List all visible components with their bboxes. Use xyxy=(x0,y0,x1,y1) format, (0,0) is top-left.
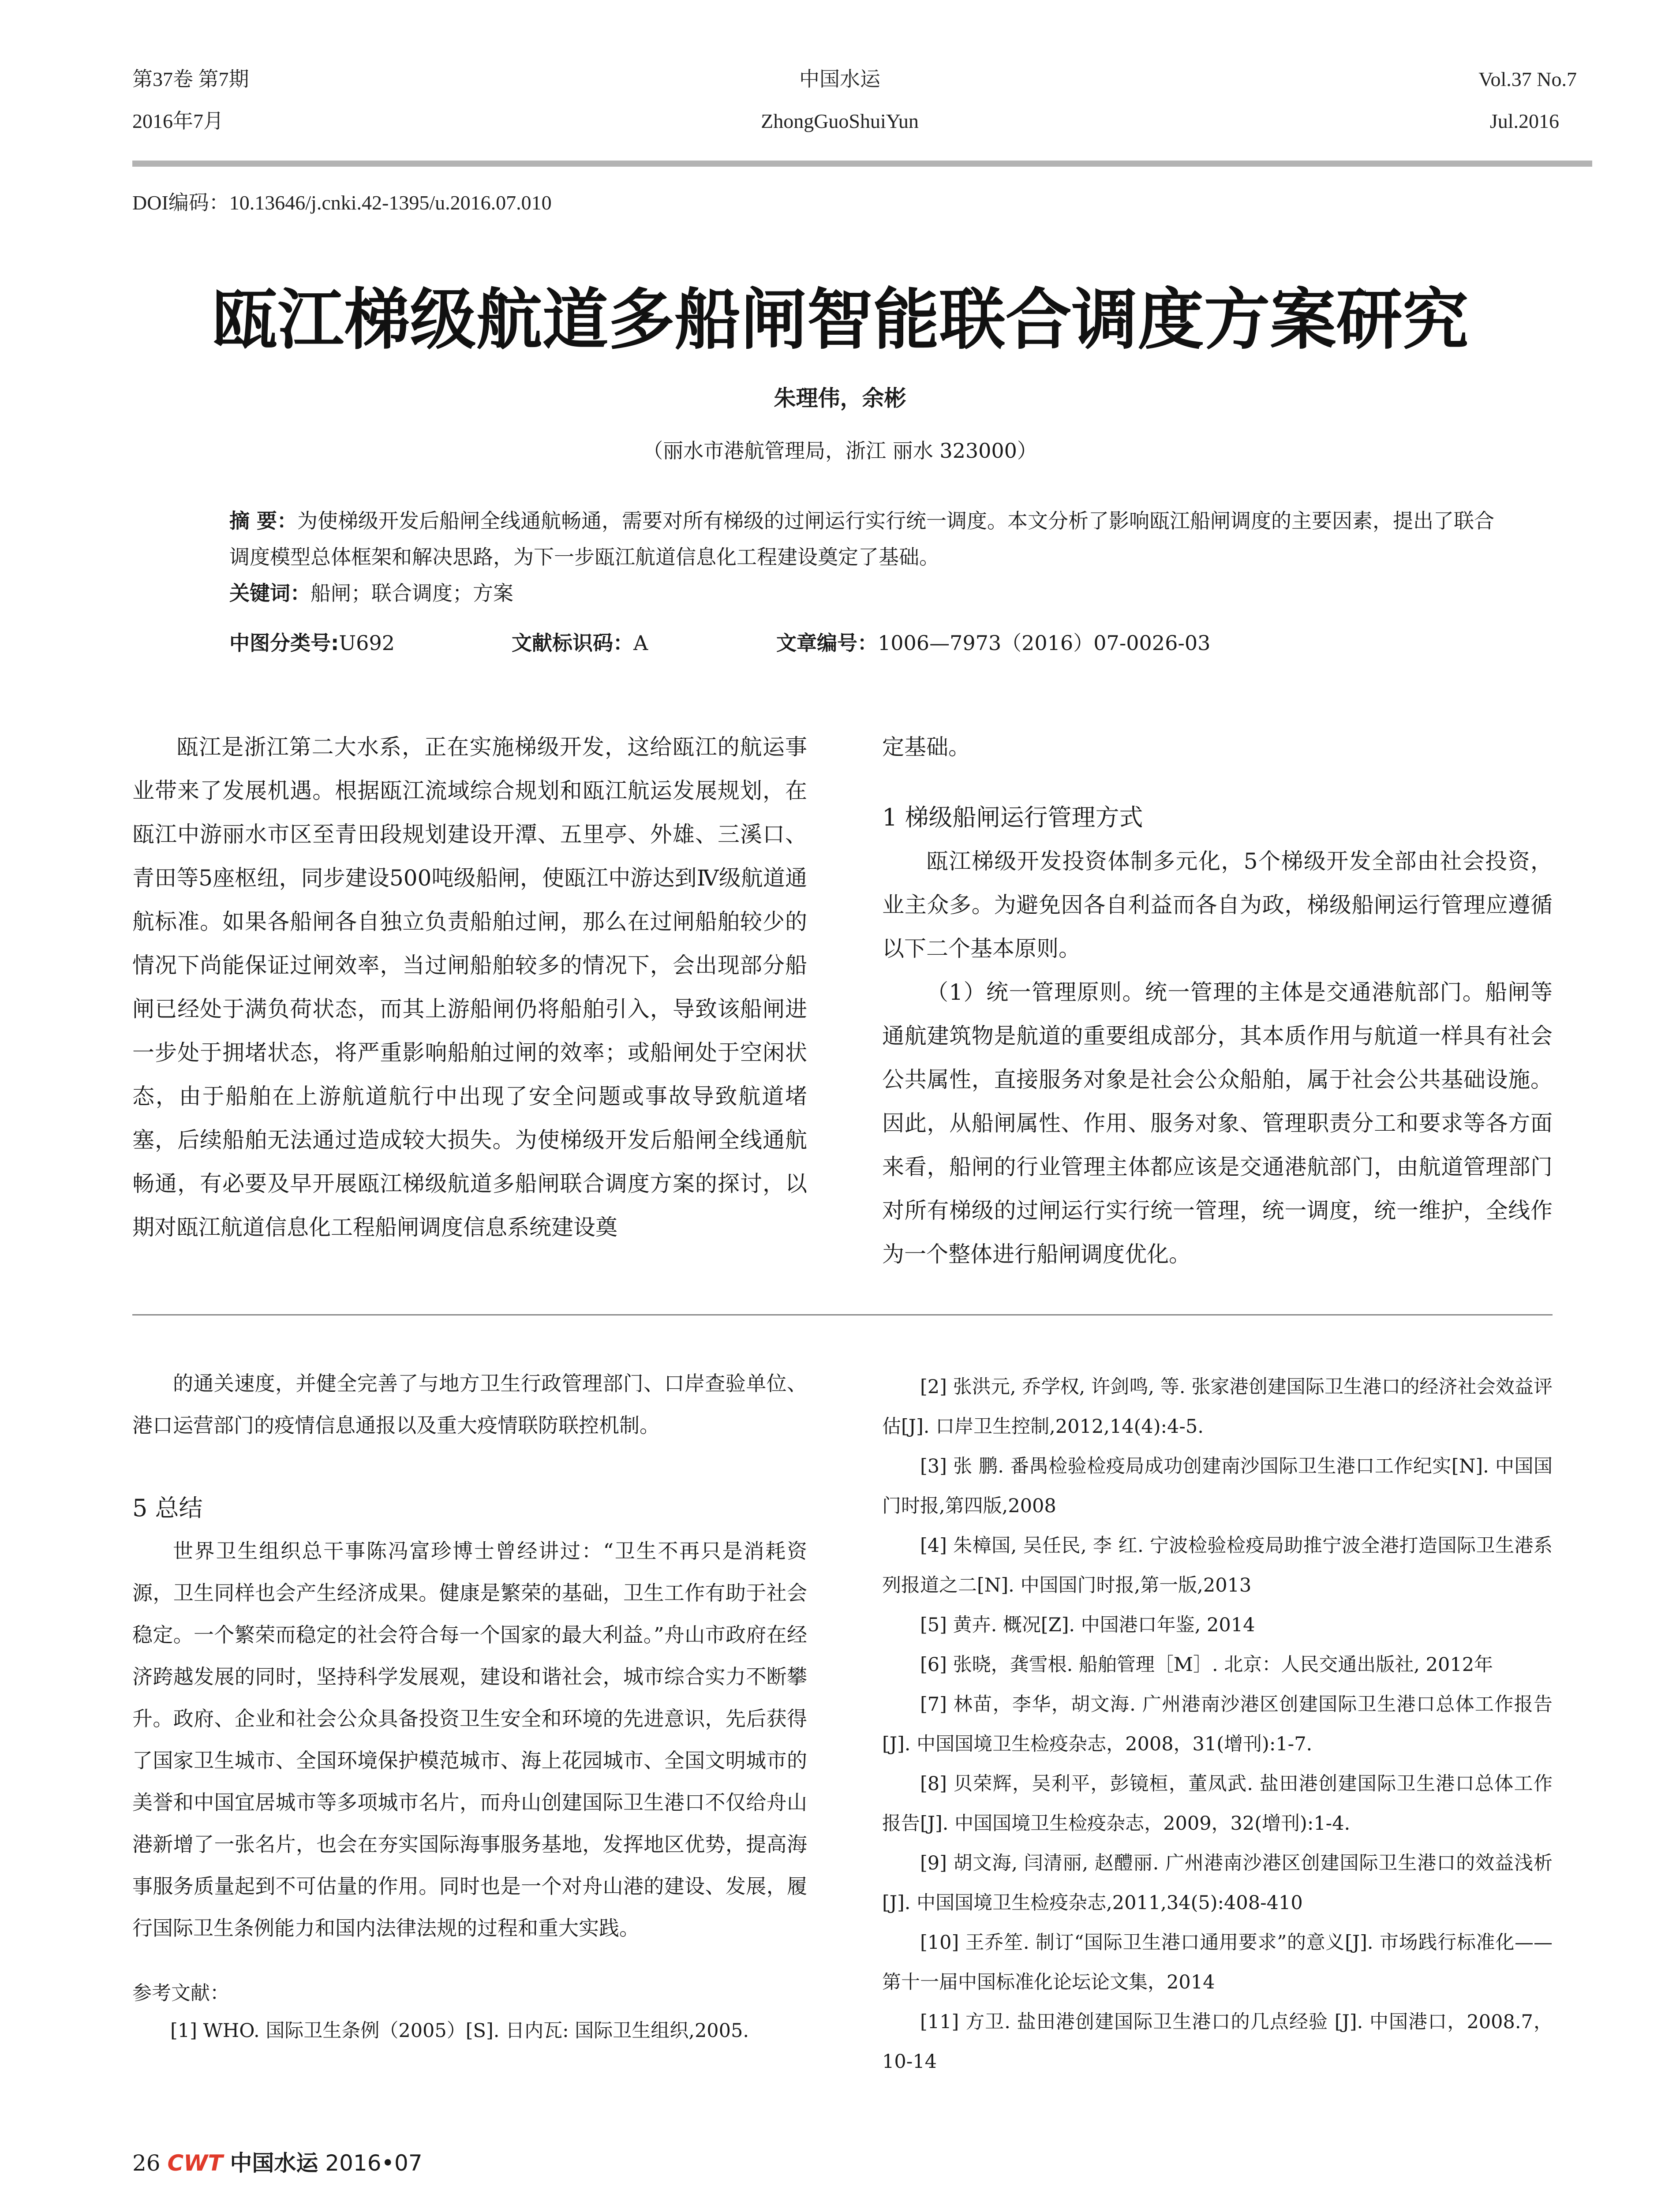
section5-paragraph: 世界卫生组织总干事陈冯富珍博士曾经讲过：“卫生不再只是消耗资源，卫生同样也会产生经济成果。健康是繁荣的基础，卫生工作有助于社会稳定。一个繁荣而稳定的社会符合每一个国家的最大利益。”舟山市政府在经济跨越发展的同时，坚持科学发展观，建设和谐社会，城市综合实力不断攀升。政府、企业和社会公众具备投资卫生安全和环境的先进意识，先后获得了国家卫生城市、全国环境保护模范城市、海上花园城市、全国文明城市的美誉和中国宜居城市等多项城市名片，而舟山创建国际卫生港口不仅给舟山港新增了一张名片，也会在夯实国际海事服务基地，发挥地区优势，提高海事服务质量起到不可估量的作用。同时也是一个对舟山港的建设、发展，履行国际卫生条例能力和国内法律法规的过程和重大实践。 xyxy=(132,1539,807,1940)
references-left xyxy=(132,2011,807,2051)
section1-heading: 1 梯级船闸运行管理方式 xyxy=(882,804,1143,831)
reference-item: [10] 王乔笙. 制订“国际卫生港口通用要求”的意义[J]. 市场践行标准化——第十一届中国标准化论坛论文集，2014 xyxy=(882,1932,1553,1993)
doc-code-label: 文献标识码： xyxy=(512,631,633,655)
footer-journal-name: 中国水运 xyxy=(230,2150,318,2176)
header-date: 2016年7月 xyxy=(132,110,224,132)
article-number-value: 1006—7973（2016）07-0026-03 xyxy=(878,631,1211,655)
doc-code-field xyxy=(512,625,648,661)
header-date-en: Jul.2016 xyxy=(1489,110,1559,132)
section1-paragraph-2: （1）统一管理原则。统一管理的主体是交通港航部门。船闸等通航建筑物是航道的重要组成部分，其本质作用与航道一样具有社会公共属性，直接服务对象是社会公众船舶，属于社会公共基础设施。因此，从船闸属性、作用、服务对象、管理职责分工和要求等各方面来看，船闸的行业管理主体都应该是交通港航部门，由航道管理部门对所有梯级的过闸运行实行统一管理，统一调度，统一维护，全线作为一个整体进行船闸调度优化。 xyxy=(882,979,1553,1267)
clc-field xyxy=(229,625,395,661)
footer-date: 2016•07 xyxy=(325,2150,423,2176)
references-right xyxy=(882,1367,1553,2082)
abstract-label: 摘 要： xyxy=(229,509,298,533)
cwt-logo: CWT xyxy=(167,2150,223,2176)
article-title: 瓯江梯级航道多船闸智能联合调度方案研究 xyxy=(211,281,1469,359)
intro-paragraph-end: 定基础。 xyxy=(882,734,970,760)
keywords-label: 关键词： xyxy=(229,581,311,605)
reference-item: [1] WHO. 国际卫生条例（2005）[S]. 日内瓦: 国际卫生组织,2005. xyxy=(170,2020,749,2042)
doi: DOI编码：10.13646/j.cnki.42-1395/u.2016.07.010 xyxy=(132,191,552,214)
doc-code-value: A xyxy=(633,631,648,655)
abstract-text: 为使梯级开发后船闸全线通航畅通，需要对所有梯级的过闸运行实行统一调度。本文分析了影响瓯江船闸调度的主要因素，提出了联合调度模型总体框架和解决思路，为下一步瓯江航道信息化工程建设奠定了基础。 xyxy=(229,509,1495,569)
header-volume-issue: 第37卷 第7期 xyxy=(132,68,249,90)
body-right-column xyxy=(882,725,1553,1276)
section5-heading: 5 总结 xyxy=(132,1494,203,1522)
reference-item: [2] 张洪元, 乔学权, 许剑鸣, 等. 张家港创建国际卫生港口的经济社会效益评估[J]. 口岸卫生控制,2012,14(4):4-5. xyxy=(882,1376,1553,1438)
header-rule xyxy=(132,161,1592,167)
lower-left-column xyxy=(132,1363,807,2051)
affiliation: （丽水市港航管理局，浙江 丽水 323000） xyxy=(643,439,1037,463)
section1-paragraph-1: 瓯江梯级开发投资体制多元化，5个梯级开发全部由社会投资，业主众多。为避免因各自利益而各自为政，梯级船闸运行管理应遵循以下二个基本原则。 xyxy=(882,848,1553,961)
reference-item: [8] 贝荣辉，吴利平，彭镜桓，董凤武. 盐田港创建国际卫生港口总体工作报告[J]. 中国国境卫生检疫杂志，2009，32(增刊):1-4. xyxy=(882,1773,1553,1835)
body-left-column xyxy=(132,725,807,1249)
page-footer xyxy=(132,2148,423,2179)
reference-item: [7] 林苗，李华，胡文海. 广州港南沙港区创建国际卫生港口总体工作报告[J]. 中国国境卫生检疫杂志，2008，31(增刊):1-7. xyxy=(882,1693,1553,1755)
reference-item: [6] 张晓，龚雪根. 船舶管理［M］. 北京：人民交通出版社, 2012年 xyxy=(920,1654,1493,1676)
keywords-text: 船闸；联合调度；方案 xyxy=(311,581,513,605)
page-number: 26 xyxy=(132,2150,161,2176)
intro-paragraph: 瓯江是浙江第二大水系，正在实施梯级开发，这给瓯江的航运事业带来了发展机遇。根据瓯江流域综合规划和瓯江航运发展规划，在瓯江中游丽水市区至青田段规划建设开潭、五里亭、外雄、三溪口、青田等5座枢纽，同步建设500吨级船闸，使瓯江中游达到Ⅳ级航道通航标准。如果各船闸各自独立负责船舶过闸，那么在过闸船舶较少的情况下尚能保证过闸效率，当过闸船舶较多的情况下，会出现部分船闸已经处于满负荷状态，而其上游船闸仍将船舶引入，导致该船闸进一步处于拥堵状态，将严重影响船舶过闸的效率；或船闸处于空闲状态，由于船舶在上游航道航行中出现了安全问题或事故导致航道堵塞，后续船舶无法通过造成较大损失。为使梯级开发后船闸全线通航畅通，有必要及早开展瓯江梯级航道多船闸联合调度方案的探讨，以期对瓯江航道信息化工程船闸调度信息系统建设奠 xyxy=(132,734,807,1240)
clc-value: U692 xyxy=(339,631,395,655)
header-journal-pinyin: ZhongGuoShuiYun xyxy=(761,110,919,132)
header-volume-en: Vol.37 No.7 xyxy=(1478,68,1577,90)
clc-label: 中图分类号: xyxy=(229,631,339,655)
prev-article-continuation: 的通关速度，并健全完善了与地方卫生行政管理部门、口岸查验单位、港口运营部门的疫情信息通报以及重大疫情联防联控机制。 xyxy=(132,1372,807,1437)
reference-item: [9] 胡文海, 闫清丽, 赵醴丽. 广州港南沙港区创建国际卫生港口的效益浅析[J]. 中国国境卫生检疫杂志,2011,34(5):408-410 xyxy=(882,1852,1553,1914)
reference-item: [4] 朱樟国, 吴任民, 李 红. 宁波检验检疫局助推宁波全港打造国际卫生港系列报道之二[N]. 中国国门时报,第一版,2013 xyxy=(882,1535,1553,1596)
authors: 朱理伟，余彬 xyxy=(774,385,906,411)
reference-item: [5] 黄卉. 概况[Z]. 中国港口年鉴, 2014 xyxy=(920,1614,1255,1636)
section-divider xyxy=(132,1314,1553,1316)
reference-item: [11] 方卫. 盐田港创建国际卫生港口的几点经验 [J]. 中国港口，2008.7，10-14 xyxy=(882,2011,1553,2073)
article-number-field xyxy=(776,625,1210,661)
article-number-label: 文章编号： xyxy=(776,631,878,655)
abstract xyxy=(229,503,1495,611)
reference-item: [3] 张 鹏. 番禺检验检疫局成功创建南沙国际卫生港口工作纪实[N]. 中国国门时报,第四版,2008 xyxy=(882,1455,1553,1517)
header-journal-cn: 中国水运 xyxy=(799,68,880,90)
references-label: 参考文献： xyxy=(132,1982,229,2004)
